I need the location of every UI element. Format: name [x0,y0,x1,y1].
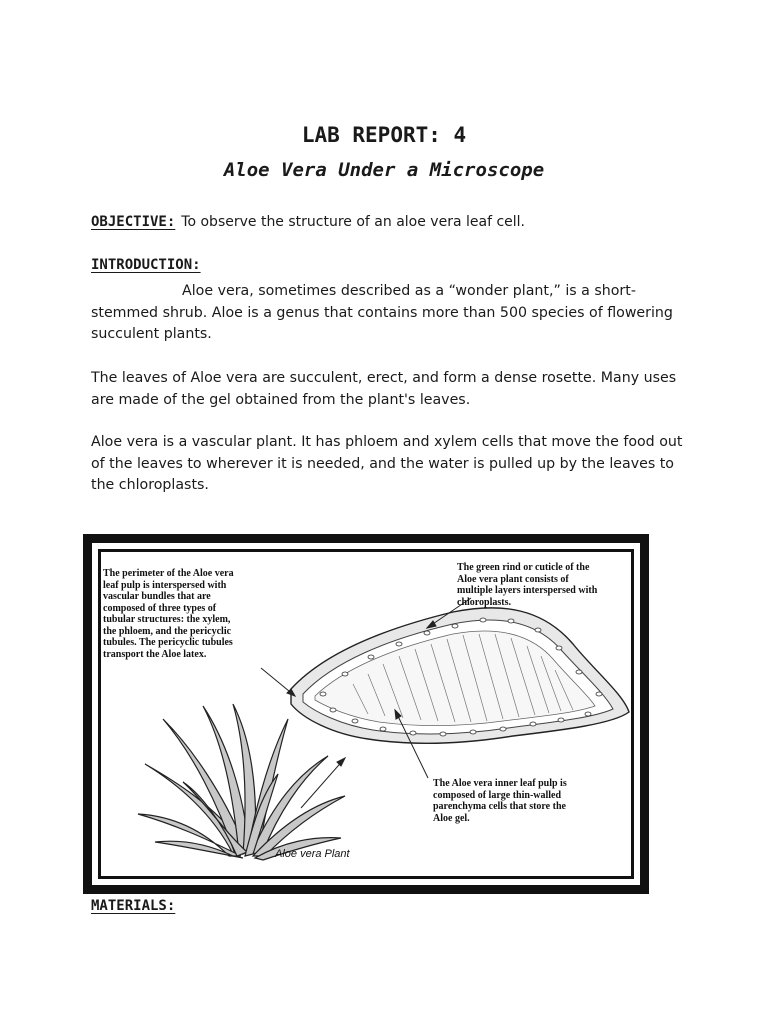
objective-line [91,212,525,233]
introduction-paragraph-2 [91,368,691,411]
paragraph-line: of the leaves to wherever it is needed, and the water is pulled up by the leaves to [91,455,674,472]
caption-line: tubules. The pericyclic tubules [103,637,233,648]
caption-line: leaf pulp is interspersed with [103,579,227,591]
paragraph-line: The leaves of Aloe vera are succulent, erect, and form a dense rosette. Many uses [91,370,677,386]
caption-line: vascular bundles that are [103,591,211,602]
caption-line: parenchyma cells that store the [433,801,566,812]
aloe-vera-figure [83,534,649,894]
introduction-heading: INTRODUCTION: [91,257,201,273]
caption-line: multiple layers interspersed with [457,585,598,596]
paragraph-line: stemmed shrub. Aloe is a genus that contains more than 500 species of flowering [91,304,673,321]
figure-caption-left [103,568,234,660]
figure-caption-bottom [433,778,567,824]
paragraph-line: Aloe vera, sometimes described as a “wonder plant,” is a short- [182,283,636,299]
introduction-paragraph-1 [91,281,691,346]
paragraph-line: the chloroplasts. [91,477,209,493]
caption-line: transport the Aloe latex. [103,648,207,660]
caption-line: The green rind or cuticle of the [457,562,590,573]
caption-line: tubular structures: the xylem, [103,614,231,625]
caption-line: The perimeter of the Aloe vera [103,568,234,579]
caption-line: composed of large thin-walled [433,789,562,801]
caption-line: the phloem, and the pericyclic [103,625,232,637]
caption-line: Aloe gel. [433,812,470,824]
objective-text: To observe the structure of an aloe vera leaf cell. [181,214,525,230]
plant-label: Aloe vera Plant [275,848,350,860]
materials-heading: MATERIALS: [91,898,176,914]
report-subtitle: Aloe Vera Under a Microscope [223,159,545,181]
aloe-plant-drawing [138,704,345,860]
introduction-paragraph-3 [91,432,691,497]
objective-heading: OBJECTIVE: [91,214,176,230]
report-title: LAB REPORT: 4 [301,123,467,147]
figure-caption-right [457,562,597,608]
paragraph-line: Aloe vera is a vascular plant. It has phloem and xylem cells that move the food out [91,434,683,450]
paragraph-line: succulent plants. [91,326,212,342]
caption-line: chloroplasts. [457,596,511,608]
caption-line: composed of three types of [103,602,217,614]
leaf-cross-section [291,608,629,743]
caption-line: The Aloe vera inner leaf pulp is [433,778,567,789]
caption-line: Aloe vera plant consists of [457,573,569,585]
paragraph-line: are made of the gel obtained from the plant's leaves. [91,391,471,408]
